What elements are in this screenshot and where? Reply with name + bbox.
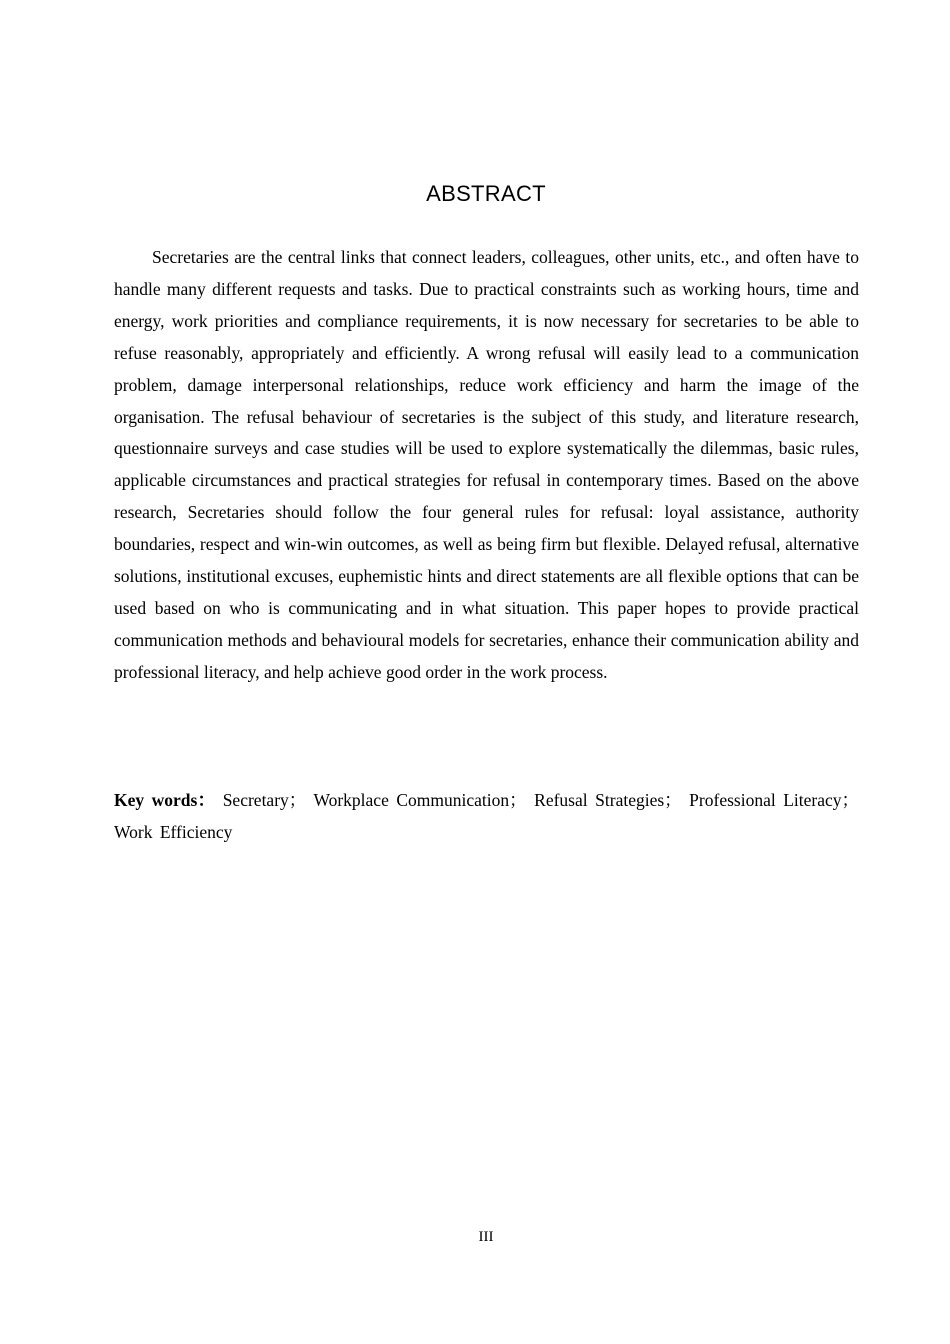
page-number: III [478,1229,494,1245]
abstract-body: Secretaries are the central links that connect leaders, colleagues, other units, etc., and often have to handle many different requests and tasks. Due to practical constraints such as working hours, time and energy, work priorities and compliance requirements, it is now necessary for secretaries to be able to refuse reasonably, appropriately and efficiently. A wrong refusal will easily lead to a communication problem, damage interpersonal relationships, reduce work efficiency and harm the image of the organisation. The refusal behaviour of secretaries is the subject of this study, and literature research, questionnaire surveys and case studies will be used to explore systematically the dilemmas, basic rules, applicable circumstances and practical strategies for refusal in contemporary times. Based on the above research, Secretaries should follow the four general rules for refusal: loyal assistance, authority boundaries, respect and win-win outcomes, as well as being firm but flexible. Delayed refusal, alternative solutions, institutional excuses, euphemistic hints and direct statements are all flexible options that can be used based on who is communicating and in what situation. This paper hopes to provide practical communication methods and behavioural models for secretaries, enhance their communication ability and professional literacy, and help achieve good order in the work process. [114,247,859,682]
keywords-list: Secretary； Workplace Communication； Refusal Strategies； Professional Literacy； Work Efficiency [114,790,860,842]
keywords-line [114,785,859,849]
keywords-label: Key words： [114,790,216,810]
abstract-title: ABSTRACT [426,181,546,206]
